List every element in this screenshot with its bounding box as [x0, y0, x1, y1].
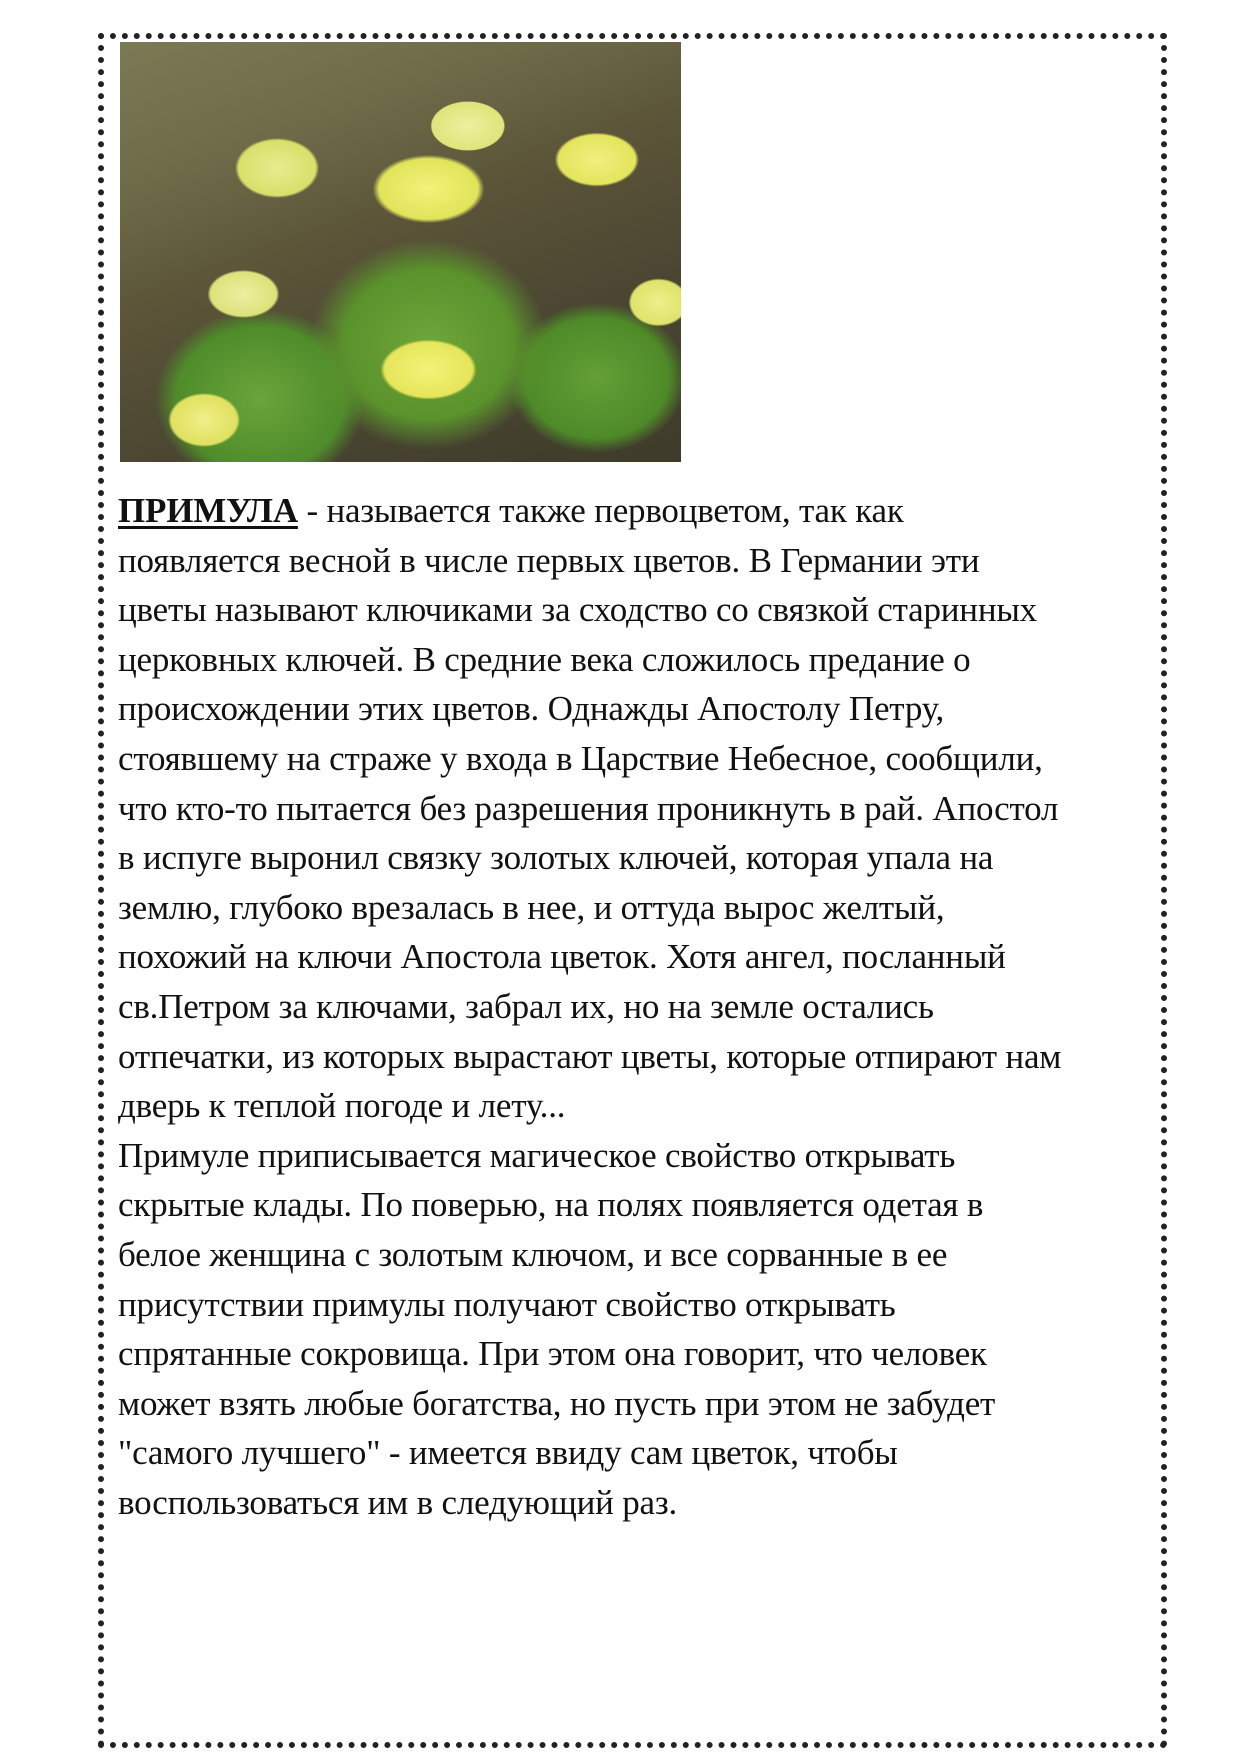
text-line: "самого лучшего" - имеется ввиду сам цветок, чтобы — [118, 1433, 898, 1473]
text-line: присутствии примулы получают свойство открывать — [118, 1284, 896, 1324]
text-line: спрятанные сокровища. При этом она говорит, что человек — [118, 1334, 987, 1374]
text-line-1-rest: - называется также первоцветом, так как — [297, 491, 904, 530]
text-line: землю, глубоко врезалась в нее, и оттуда вырос желтый, — [118, 887, 945, 927]
text-line: скрытые клады. По поверью, на полях появляется одетая в — [118, 1185, 984, 1225]
text-line: дверь к теплой погоде и лету... — [118, 1086, 566, 1126]
text-line: отпечатки, из которых вырастают цветы, которые отпирают нам — [118, 1036, 1062, 1076]
text-line: может взять любые богатства, но пусть при этом не забудет — [118, 1383, 996, 1423]
text-line: белое женщина с золотым ключом, и все сорванные в ее — [118, 1234, 948, 1274]
text-line: церковных ключей. В средние века сложилось предание о — [118, 639, 971, 679]
article-body — [118, 486, 1158, 1527]
text-line: происхождении этих цветов. Однажды Апостолу Петру, — [118, 689, 945, 729]
primula-photo — [120, 42, 681, 462]
text-line: появляется весной в числе первых цветов. В Германии эти — [118, 540, 980, 580]
text-line: цветы называют ключиками за сходство со связкой старинных — [118, 590, 1037, 630]
text-line: стоявшему на страже у входа в Царствие Небесное, сообщили, — [118, 738, 1043, 778]
text-line: св.Петром за ключами, забрал их, но на земле остались — [118, 986, 934, 1026]
text-line: похожий на ключи Апостола цветок. Хотя ангел, посланный — [118, 937, 1006, 977]
text-line-1 — [118, 486, 1158, 536]
text-line: воспользоваться им в следующий раз. — [118, 1482, 678, 1522]
text-line: что кто-то пытается без разрешения проникнуть в рай. Апостол — [118, 788, 1059, 828]
text-line: в испуге выронил связку золотых ключей, которая упала на — [118, 838, 994, 878]
text-line: Примуле приписывается магическое свойство открывать — [118, 1135, 956, 1175]
article-title: ПРИМУЛА — [118, 491, 298, 530]
